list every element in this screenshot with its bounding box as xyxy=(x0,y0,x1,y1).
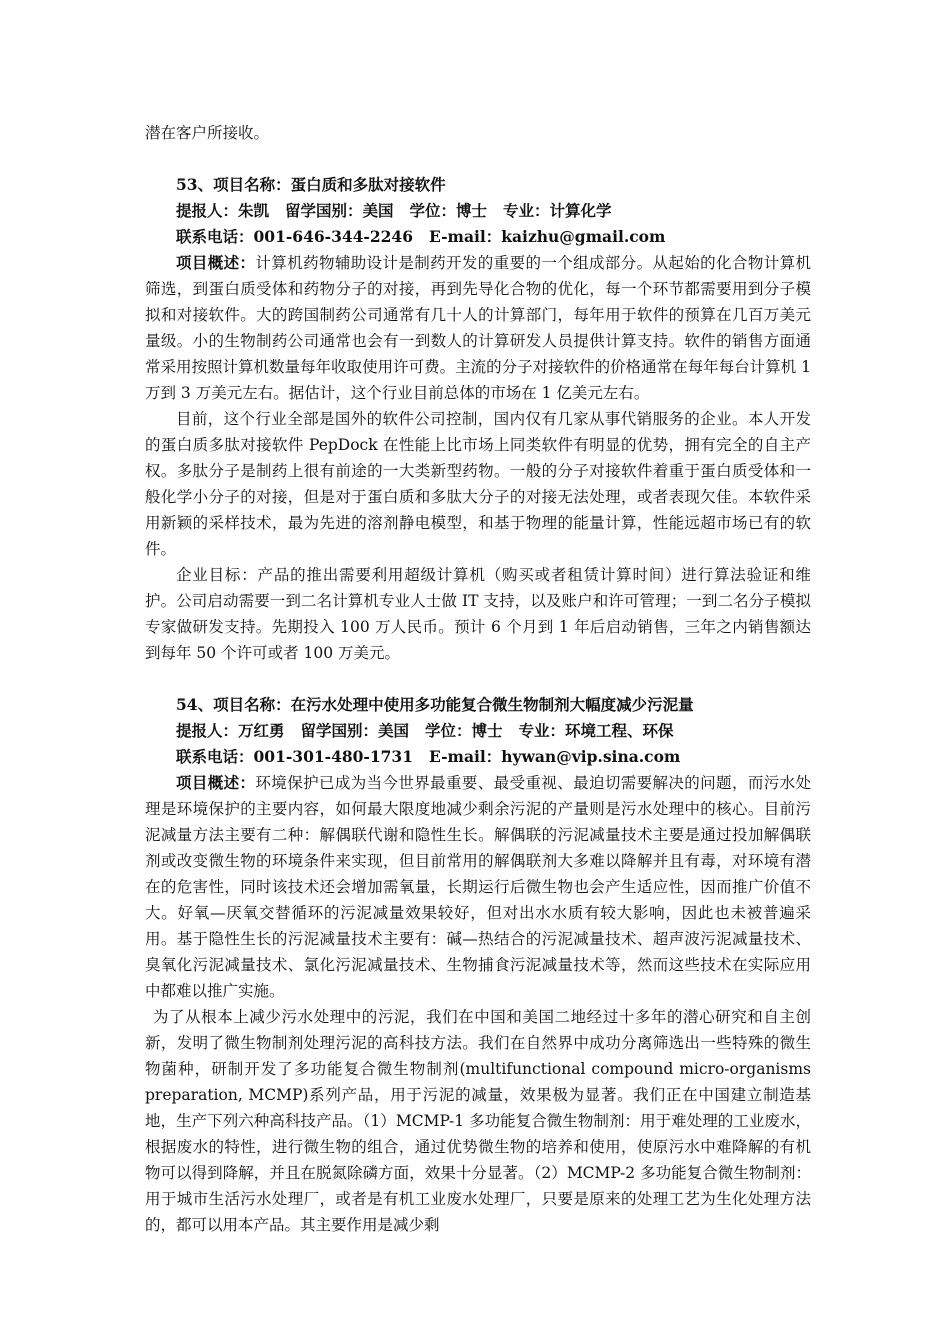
project-54-paragraph-2: 为了从根本上减少污水处理中的污泥，我们在中国和美国二地经过十多年的潜心研究和自主创新，发明了微生物制剂处理污泥的高科技方法。我们在自然界中成功分离筛选出一些特殊的微生物菌种，研制开发了多功能复合微生物制剂(multifunctional compound micro-organisms preparation, MCMP)系列产品，用于污泥的减量，效果极为显著。我们正在中国建立制造基地，生产下列六种高科技产品。（1）MCMP-1 多功能复合微生物制剂：用于难处理的工业废水，根据废水的特性，进行微生物的组合，通过优势微生物的培养和使用，使原污水中难降解的有机物可以得到降解，并且在脱氮除磷方面，效果十分显著。（2）MCMP-2 多功能复合微生物制剂：用于城市生活污水处理厂，或者是有机工业废水处理厂，只要是原来的处理工艺为生化处理方法的，都可以用本产品。其主要作用是减少剩 xyxy=(145,1008,811,1234)
phone: 联系电话：001-301-480-1731 xyxy=(176,747,414,766)
project-54-proposer-line xyxy=(145,718,811,744)
phone: 联系电话：001-646-344-2246 xyxy=(176,227,414,246)
intro-tail: 潜在客户所接收。 xyxy=(145,124,270,142)
project-53-contact-line xyxy=(145,224,811,250)
country: 留学国别：美国 xyxy=(285,201,394,220)
degree: 学位：博士 xyxy=(409,201,488,220)
proposer: 提报人：朱凯 xyxy=(176,201,270,220)
document-page xyxy=(145,120,811,1238)
proposer: 提报人：万红勇 xyxy=(176,721,285,740)
project-54-contact-line xyxy=(145,744,811,770)
project-53 xyxy=(145,172,811,666)
overview-label: 项目概述： xyxy=(176,253,256,272)
project-54-overview xyxy=(145,770,811,1004)
overview-text: 计算机药物辅助设计是制药开发的重要的一个组成部分。从起始的化合物计算机筛选，到蛋白质受体和药物分子的对接，再到先导化合物的优化，每一个环节都需要用到分子模拟和对接软件。大的跨国制药公司通常有几十人的计算部门，每年用于软件的预算在几百万美元量级。小的生物制药公司通常也会有一到数人的计算研发人员提供计算支持。软件的销售方面通常采用按照计算机数量每年收取使用许可费。主流的分子对接软件的价格通常在每年每台计算机 1 万到 3 万美元左右。据估计，这个行业目前总体的市场在 1 亿美元左右。 xyxy=(145,254,811,402)
email: E-mail：kaizhu@gmail.com xyxy=(429,227,666,246)
project-53-paragraph-3: 企业目标：产品的推出需要利用超级计算机（购买或者租赁计算时间）进行算法验证和维护。公司启动需要一到二名计算机专业人士做 IT 支持，以及账户和许可管理；一到二名分子模拟专家做研发支持。先期投入 100 万人民币。预计 6 个月到 1 年后启动销售，三年之内销售额达到每年 50 个许可或者 100 万美元。 xyxy=(145,566,811,662)
spacer xyxy=(145,146,811,172)
email: E-mail：hywan@vip.sina.com xyxy=(429,747,681,766)
project-54 xyxy=(145,692,811,1238)
major: 专业：环境工程、环保 xyxy=(518,721,674,740)
project-53-overview xyxy=(145,250,811,406)
project-54-title: 54、项目名称：在污水处理中使用多功能复合微生物制剂大幅度减少污泥量 xyxy=(176,695,694,714)
country: 留学国别：美国 xyxy=(300,721,410,740)
overview-text: 环境保护已成为当今世界最重要、最受重视、最迫切需要解决的问题，而污水处理是环境保护的主要内容，如何最大限度地减少剩余污泥的产量则是污水处理中的核心。目前污泥减量方法主要有二种：解偶联代谢和隐性生长。解偶联的污泥减量技术主要是通过投加解偶联剂或改变微生物的环境条件来实现，但目前常用的解偶联剂大多难以降解并且有毒，对环境有潜在的危害性，同时该技术还会增加需氧量，长期运行后微生物也会产生适应性，因而推广价值不大。好氧—厌氧交替循环的污泥减量效果较好，但对出水水质有较大影响，因此也未被普遍采用。基于隐性生长的污泥减量技术主要有：碱—热结合的污泥减量技术、超声波污泥减量技术、臭氧化污泥减量技术、氯化污泥减量技术、生物捕食污泥减量技术等，然而这些技术在实际应用中都难以推广实施。 xyxy=(145,774,811,1000)
degree: 学位：博士 xyxy=(425,721,503,740)
project-53-proposer-line xyxy=(145,198,811,224)
overview-label: 项目概述： xyxy=(176,773,256,792)
major: 专业：计算化学 xyxy=(503,201,612,220)
project-53-paragraph-2: 目前，这个行业全部是国外的软件公司控制，国内仅有几家从事代销服务的企业。本人开发的蛋白质多肽对接软件 PepDock 在性能上比市场上同类软件有明显的优势，拥有完全的自主产权。多肽分子是制药上很有前途的一大类新型药物。一般的分子对接软件着重于蛋白质受体和一般化学小分子的对接，但是对于蛋白质和多肽大分子的对接无法处理，或者表现欠佳。本软件采用新颖的采样技术，最为先进的溶剂静电模型，和基于物理的能量计算，性能远超市场已有的软件。 xyxy=(145,410,811,558)
spacer xyxy=(145,666,811,692)
project-53-title: 53、项目名称：蛋白质和多肽对接软件 xyxy=(176,175,446,194)
